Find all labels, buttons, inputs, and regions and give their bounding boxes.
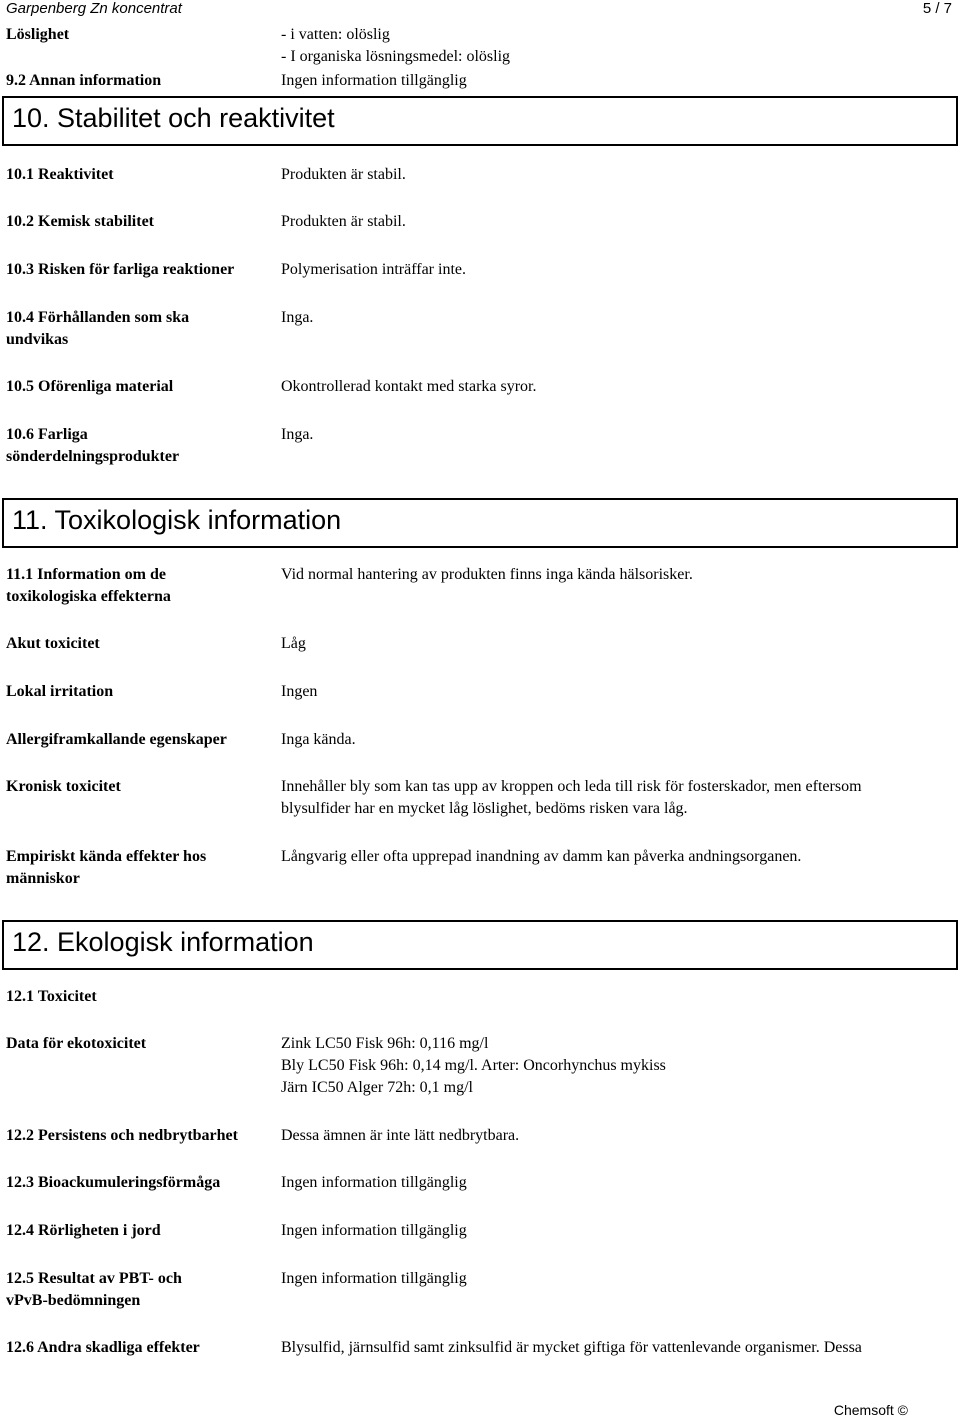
- property-value: Ingen: [281, 683, 318, 700]
- property-value: Produkten är stabil.: [281, 213, 406, 230]
- property-value: Ingen information tillgänglig: [281, 72, 467, 89]
- section-title: 11. Toxikologisk information: [12, 505, 342, 535]
- property-key: 12.2 Persistens och nedbrytbarhet: [6, 1127, 238, 1144]
- property-value: Okontrollerad kontakt med starka syror.: [281, 378, 537, 395]
- footer-brand: Chemsoft ©: [833, 1402, 908, 1418]
- section-heading: [2, 920, 958, 970]
- property-key: Empiriskt kända effekter hos människor: [6, 848, 207, 887]
- property-value: Zink LC50 Fisk 96h: 0,116 mg/l Bly LC50 Fisk 96h: 0,14 mg/l. Arter: Oncorhynchus mykiss Järn IC50 Alger 72h: 0,1 mg/l: [281, 1035, 666, 1096]
- property-value: Inga.: [281, 309, 314, 326]
- property-key: 12.3 Bioackumuleringsförmåga: [6, 1174, 221, 1191]
- property-value: Inga.: [281, 426, 314, 443]
- property-key: 11.1 Information om de toxikologiska effekterna: [6, 566, 171, 605]
- property-value: Blysulfid, järnsulfid samt zinksulfid är mycket giftiga för vattenlevande organismer. Dessa: [281, 1339, 862, 1356]
- page-number: 5 / 7: [922, 0, 952, 17]
- property-key: 10.5 Oförenliga material: [6, 378, 174, 395]
- property-key: Löslighet: [6, 26, 70, 43]
- property-key: Data för ekotoxicitet: [6, 1035, 147, 1052]
- property-value: Produkten är stabil.: [281, 166, 406, 183]
- property-key: 12.4 Rörligheten i jord: [6, 1222, 161, 1239]
- property-value: Ingen information tillgänglig: [281, 1174, 467, 1191]
- property-value: Ingen information tillgänglig: [281, 1222, 467, 1239]
- property-key: 9.2 Annan information: [6, 72, 162, 89]
- property-key: 10.3 Risken för farliga reaktioner: [6, 261, 235, 278]
- property-value: Inga kända.: [281, 731, 356, 748]
- property-value: Vid normal hantering av produkten finns inga kända hälsorisker.: [281, 566, 693, 583]
- property-value: Låg: [281, 635, 306, 652]
- property-key: Allergiframkallande egenskaper: [6, 731, 227, 748]
- property-value: Polymerisation inträffar inte.: [281, 261, 466, 278]
- property-key: Akut toxicitet: [6, 635, 100, 652]
- property-value: - i vatten: olöslig - I organiska lösningsmedel: olöslig: [281, 26, 511, 65]
- page-header: [0, 0, 960, 20]
- property-key: 10.1 Reaktivitet: [6, 166, 114, 183]
- property-key: 10.2 Kemisk stabilitet: [6, 213, 154, 230]
- property-key: 12.5 Resultat av PBT- och vPvB-bedömningen: [6, 1270, 182, 1309]
- property-key: 10.4 Förhållanden som ska undvikas: [6, 309, 190, 348]
- property-value: Långvarig eller ofta upprepad inandning av damm kan påverka andningsorganen.: [281, 848, 802, 865]
- section-title: 10. Stabilitet och reaktivitet: [12, 103, 335, 133]
- property-key: 12.6 Andra skadliga effekter: [6, 1339, 200, 1356]
- property-key: 10.6 Farliga sönderdelningsprodukter: [6, 426, 180, 465]
- property-value: Ingen information tillgänglig: [281, 1270, 467, 1287]
- property-key: Kronisk toxicitet: [6, 778, 121, 795]
- property-key: Lokal irritation: [6, 683, 114, 700]
- property-key: 12.1 Toxicitet: [6, 988, 97, 1005]
- section-heading: [2, 498, 958, 548]
- document-title: Garpenberg Zn koncentrat: [6, 0, 182, 17]
- section-title: 12. Ekologisk information: [12, 927, 314, 957]
- property-value: Dessa ämnen är inte lätt nedbrytbara.: [281, 1127, 520, 1144]
- property-value: Innehåller bly som kan tas upp av kroppen och leda till risk för fosterskador, men eftersom blysulfider har en mycket låg löslighet, bedöms risken vara låg.: [281, 778, 862, 817]
- section-heading: [2, 96, 958, 146]
